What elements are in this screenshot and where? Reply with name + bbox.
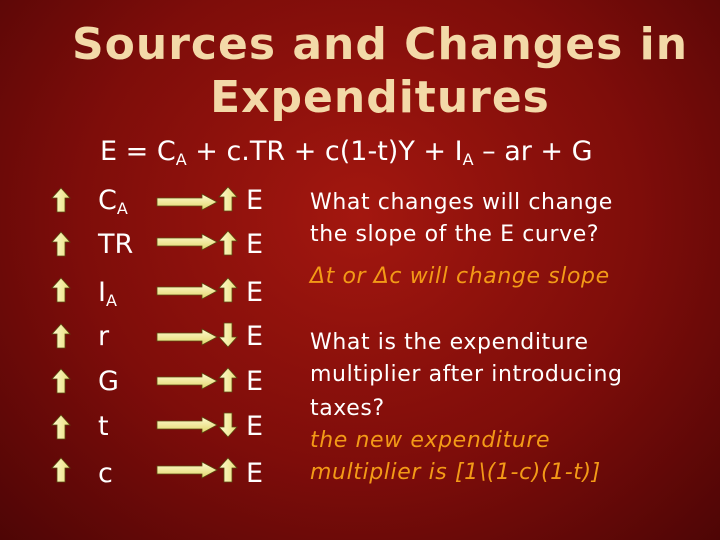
equation-subscript-1: A [175,150,187,169]
result-e: E [246,321,264,352]
variable-r: r [98,321,110,352]
up-arrow-icon [218,230,238,256]
result-e: E [246,458,264,489]
right-arrow-icon [156,282,218,300]
equation-part-3: – ar + G [473,136,593,167]
right-arrow-icon [156,328,218,346]
slide-title-line-1: Sources and Changes in [71,19,689,70]
up-arrow-icon [218,277,238,303]
down-arrow-icon [218,412,238,438]
up-arrow-icon [51,323,71,349]
up-arrow-icon [51,457,71,483]
result-e: E [246,277,264,308]
variable-ca: $C_A$ [98,185,128,218]
result-e: E [246,185,264,216]
variable-g: G [98,366,119,397]
variable-tr: TR [98,229,134,260]
up-arrow-icon [218,367,238,393]
variable-c: c [98,458,113,489]
question-2-line-3: taxes? [310,396,385,421]
up-arrow-icon [51,277,71,303]
up-arrow-icon [51,231,71,257]
question-1-line-1: What changes will change [310,190,613,215]
equation-subscript-2: A [462,150,474,169]
up-arrow-icon [218,457,238,483]
result-e: E [246,229,264,260]
question-2-line-1: What is the expenditure [310,330,589,355]
variable-ia: $I_A$ [98,277,117,310]
up-arrow-icon [51,368,71,394]
expenditure-equation [100,136,593,169]
answer-2-line-1: the new expenditure [310,428,551,453]
variable-t: t [98,411,109,442]
slide-title [60,18,700,124]
question-1-line-2: the slope of the E curve? [310,222,600,247]
answer-1: Δt or Δc will change slope [310,264,610,289]
question-2-line-2: multiplier after introducing [310,362,623,387]
slide-title-line-2: Expenditures [210,72,550,123]
right-arrow-icon [156,461,218,479]
up-arrow-icon [51,414,71,440]
result-e: E [246,366,264,397]
result-e: E [246,411,264,442]
answer-2-line-2: multiplier is [1\(1-c)(1-t)] [310,460,601,485]
right-arrow-icon [156,233,218,251]
right-arrow-icon [156,416,218,434]
up-arrow-icon [51,187,71,213]
down-arrow-icon [218,322,238,348]
equation-part-2: + c.TR + c(1-t)Y + I [186,136,463,167]
up-arrow-icon [218,186,238,212]
equation-part-1: E = C [100,136,176,167]
right-arrow-icon [156,193,218,211]
right-arrow-icon [156,372,218,390]
